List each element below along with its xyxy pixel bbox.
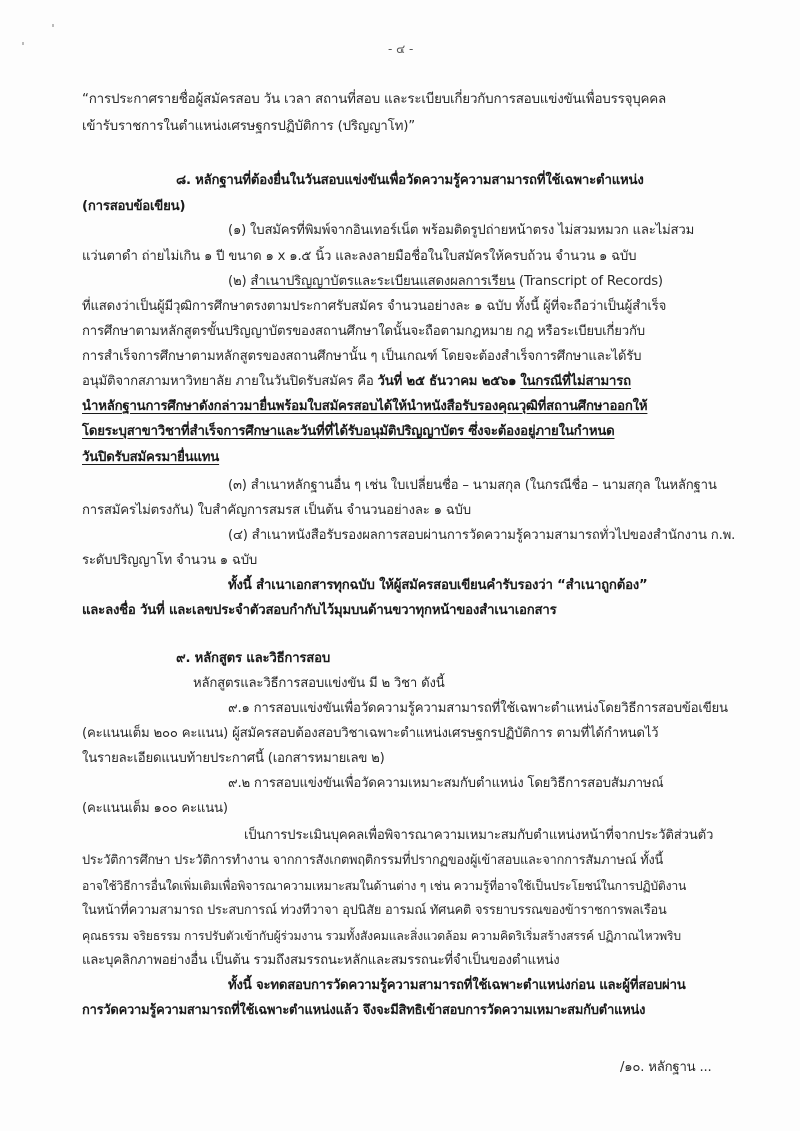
item-3-line-1: (๓) สำเนาหลักฐานอื่น ๆ เช่น ใบเปลี่ยนชื่อ – นามสกุล (ในกรณีชื่อ – นามสกุล ในหลักฐาน xyxy=(228,478,717,493)
description-line-6: และบุคลิกภาพอย่างอื่น เป็นต้น รวมถึงสมรรถนะหลักและสมรรถนะที่จำเป็นของตำแหน่ง xyxy=(82,953,560,968)
page-number: - ๔ - xyxy=(388,42,414,56)
description-line-4: ในหน้าที่ความสามารถ ประสบการณ์ ท่วงทีวาจา อุปนิสัย อารมณ์ ทัศนคติ จรรยาบรรณของข้าราชการพลเรือน xyxy=(82,903,667,918)
continuation-marker: /๑๐. หลักฐาน ... xyxy=(620,1060,712,1075)
section-9-note-line-2: การวัดความรู้ความสามารถที่ใช้เฉพาะตำแหน่งแล้ว จึงจะมีสิทธิเข้าสอบการวัดความเหมาะสมกับตำแหน่ง xyxy=(82,1003,646,1018)
closing-date: วันที่ ๒๕ ธันวาคม ๒๕๖๑ xyxy=(377,374,517,389)
item-9-1-line-1: ๙.๑ การสอบแข่งขันเพื่อวัดความรู้ความสามารถที่ใช้เฉพาะตำแหน่งโดยวิธีการสอบข้อเขียน xyxy=(228,701,728,716)
item-9-2-line-2: (คะแนนเต็ม ๑๐๐ คะแนน) xyxy=(82,801,228,816)
description-line-3: อาจใช้วิธีการอื่นใดเพิ่มเติมเพื่อพิจารณาความเหมาะสมในด้านต่าง ๆ เช่น ความรู้ที่อาจใช้เป็นประโยชน์ในการปฏิบัติงาน xyxy=(82,879,687,893)
item-1-line-1: (๑) ใบสมัครที่พิมพ์จากอินเทอร์เน็ต พร้อมติดรูปถ่ายหน้าตรง ไม่สวมหมวก และไม่สวม xyxy=(228,223,695,238)
item-2-line-1 xyxy=(228,273,663,291)
item-2-title-suffix: (Transcript of Records) xyxy=(514,274,663,289)
quote-title-line-2: เข้ารับราชการในตำแหน่งเศรษฐกรปฏิบัติการ (ปริญญาโท)” xyxy=(82,119,415,134)
item-2-line-5-emphasis: ในกรณีที่ไม่สามารถ xyxy=(520,374,631,389)
item-9-1-line-2: (คะแนนเต็ม ๒๐๐ คะแนน) ผู้สมัครสอบต้องสอบวิชาเฉพาะตำแหน่งเศรษฐกรปฏิบัติการ ตามที่ได้กำหนดไว้ xyxy=(82,726,659,741)
item-2-line-5-text: อนุมัติจากสภามหาวิทยาลัย ภายในวันปิดรับสมัคร คือ xyxy=(82,374,378,389)
item-2-line-6: นำหลักฐานการศึกษาดังกล่าวมายื่นพร้อมใบสมัครสอบได้ให้นำหนังสือรับรองคุณวุฒิที่สถานศึกษาออกให้ xyxy=(82,399,648,414)
item-2-line-5 xyxy=(82,373,631,391)
item-2-line-2: ที่แสดงว่าเป็นผู้มีวุฒิการศึกษาตรงตามประกาศรับสมัคร จำนวนอย่างละ ๑ ฉบับ ทั้งนี้ ผู้ที่จะถือว่าเป็นผู้สำเร็จ xyxy=(82,299,667,314)
description-line-1: เป็นการประเมินบุคคลเพื่อพิจารณาความเหมาะสมกับตำแหน่งหน้าที่จากประวัติส่วนตัว xyxy=(244,828,714,843)
item-1-line-2: แว่นตาดำ ถ่ายไม่เกิน ๑ ปี ขนาด ๑ x ๑.๕ นิ้ว และลงลายมือชื่อในใบสมัครให้ครบถ้วน จำนวน ๑ ฉบับ xyxy=(82,249,637,264)
item-4-line-2: ระดับปริญญาโท จำนวน ๑ ฉบับ xyxy=(82,553,258,568)
item-2-line-7: โดยระบุสาขาวิชาที่สำเร็จการศึกษาและวันที่ที่ได้รับอนุมัติปริญญาบัตร ซึ่งจะต้องอยู่ภายในกำหนด xyxy=(82,424,615,439)
item-3-line-2: การสมัครไม่ตรงกัน) ใบสำคัญการสมรส เป็นต้น จำนวนอย่างละ ๑ ฉบับ xyxy=(82,503,471,518)
section-8-heading: ๘. หลักฐานที่ต้องยื่นในวันสอบแข่งขันเพื่อวัดความรู้ความสามารถที่ใช้เฉพาะตำแหน่ง xyxy=(176,173,644,188)
description-line-2: ประวัติการศึกษา ประวัติการทำงาน จากการสังเกตพฤติกรรมที่ปรากฏของผู้เข้าสอบและจากการสัมภาษณ์ ทั้งนี้ xyxy=(82,853,664,868)
section-8-note-line-1: ทั้งนี้ สำเนาเอกสารทุกฉบับ ให้ผู้สมัครสอบเขียนคำรับรองว่า “สำเนาถูกต้อง” xyxy=(228,578,648,593)
description-line-5: คุณธรรม จริยธรรม การปรับตัวเข้ากับผู้ร่วมงาน รวมทั้งสังคมและสิ่งแวดล้อม ความคิดริเริ่มสร้างสรรค์ ปฏิภาณไหวพริบ xyxy=(82,929,681,943)
section-9-heading: ๙. หลักสูตร และวิธีการสอบ xyxy=(176,651,331,666)
item-9-2-line-1: ๙.๒ การสอบแข่งขันเพื่อวัดความเหมาะสมกับตำแหน่ง โดยวิธีการสอบสัมภาษณ์ xyxy=(228,776,664,791)
section-8-note-line-2: และลงชื่อ วันที่ และเลขประจำตัวสอบกำกับไว้มุมบนด้านขวาทุกหน้าของสำเนาเอกสาร xyxy=(82,603,557,618)
item-2-line-4: การสำเร็จการศึกษาตามหลักสูตรของสถานศึกษานั้น ๆ เป็นเกณฑ์ โดยจะต้องสำเร็จการศึกษาและได้รับ xyxy=(82,349,642,364)
section-8-heading-cont: (การสอบข้อเขียน) xyxy=(82,199,186,214)
quote-title-line-1: “การประกาศรายชื่อผู้สมัครสอบ วัน เวลา สถานที่สอบ และระเบียบเกี่ยวกับการสอบแข่งขันเพื่อบรรจุบุคคล xyxy=(82,92,667,107)
item-2-title: สำเนาปริญญาบัตรและระเบียนแสดงผลการเรียน xyxy=(250,274,515,289)
item-9-1-line-3: ในรายละเอียดแนบท้ายประกาศนี้ (เอกสารหมายเลข ๒) xyxy=(82,751,385,766)
scan-speck xyxy=(22,42,24,45)
section-9-note-line-1: ทั้งนี้ จะทดสอบการวัดความรู้ความสามารถที่ใช้เฉพาะตำแหน่งก่อน และผู้ที่สอบผ่าน xyxy=(228,978,686,993)
item-2-number: (๒) xyxy=(228,274,251,289)
item-2-line-8: วันปิดรับสมัครมายื่นแทน xyxy=(82,450,220,465)
item-4-line-1: (๔) สำเนาหนังสือรับรองผลการสอบผ่านการวัดความรู้ความสามารถทั่วไปของสำนักงาน ก.พ. xyxy=(228,528,736,543)
item-2-line-3: การศึกษาตามหลักสูตรขั้นปริญญาบัตรของสถานศึกษาใดนั้นจะถือตามกฎหมาย กฎ หรือระเบียบเกี่ยวกับ xyxy=(82,324,645,339)
section-9-intro: หลักสูตรและวิธีการสอบแข่งขัน มี ๒ วิชา ดังนี้ xyxy=(193,676,445,691)
scan-speck xyxy=(52,24,54,27)
